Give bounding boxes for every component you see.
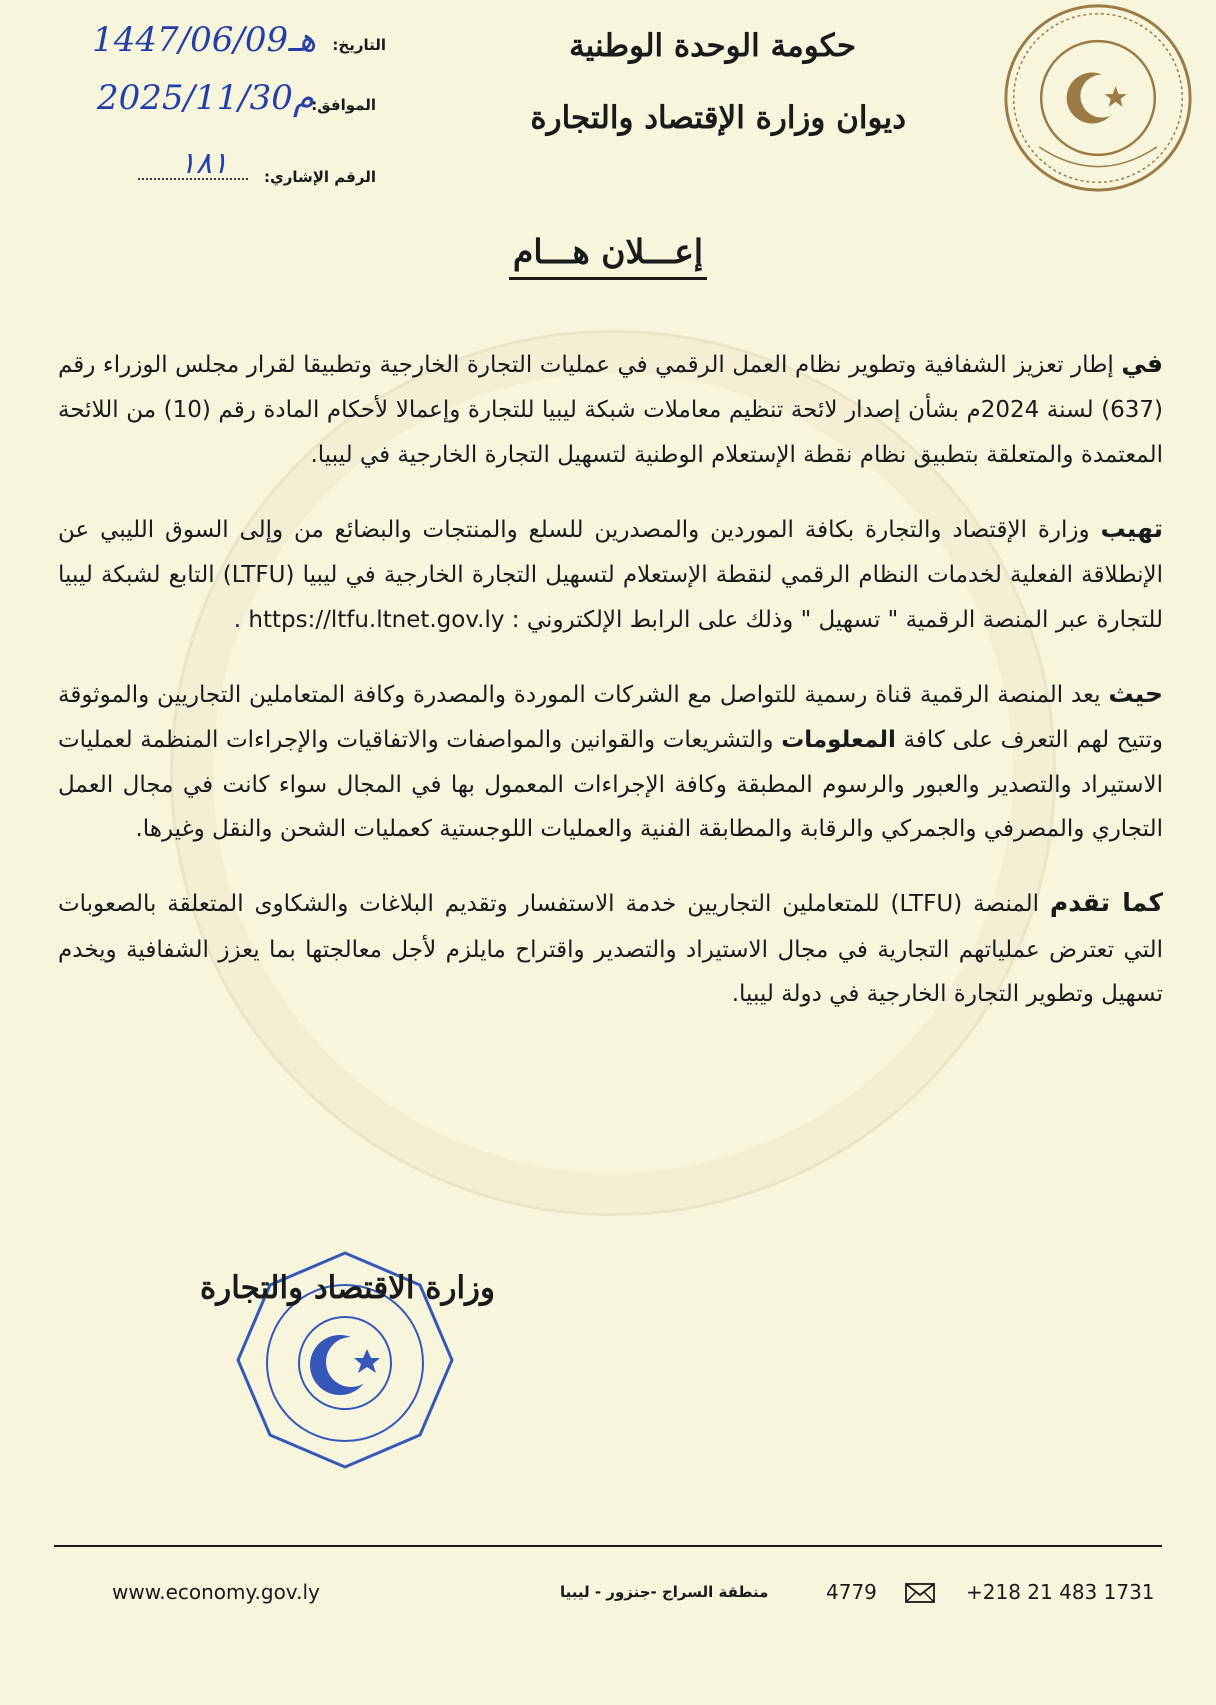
hijri-date — [36, 20, 386, 76]
paragraph-lead: كما تقدم — [1049, 888, 1163, 918]
paragraph-text: والتشريعات والقوانين والمواصفات والاتفاقيات والإجراءات المنظمة لعمليات الاستيراد والتصدير والعبور والرسوم المطبقة وكافة الإجراءات المعمول بها في المجال سواء كانت في مجال العمل التجاري والمصرفي والجمركي والرقابة والمطابقة الفنية والعمليات اللوجستية كعمليات الشحن والنقل وغيرها. — [58, 727, 1163, 842]
paragraph-4 — [58, 879, 1163, 1016]
ministry-signature: وزارة الاقتصاد والتجارة — [200, 1270, 495, 1306]
paragraph-lead: تهيب — [1100, 514, 1163, 543]
reference-number — [36, 146, 376, 208]
paragraph-1 — [58, 340, 1163, 477]
announcement-title: إعـــلان هـــام — [509, 232, 707, 280]
footer-address: منطقة السراج -جنزور - ليبيا — [560, 1583, 769, 1601]
paragraph-text: المنصة (LTFU) للمتعاملين التجاريين خدمة الاستفسار وتقديم البلاغات والشكاوى المتعلقة بالصعوبات التي تعترض عملياتهم التجارية في مجال الاستيراد والتصدير واقتراح مايلزم لأجل معالجتها بما يعزز الشفافية ويخدم تسهيل وتطوير التجارة الخارجية في دولة ليبيا. — [58, 891, 1163, 1007]
date-label: التاريخ: — [332, 36, 386, 54]
paragraph-text: يعد المنصة الرقمية قناة رسمية للتواصل مع الشركات الموردة والمصدرة وكافة المتعاملين التجاريين والموثوقة وتتيح لهم التعرف على كافة — [58, 682, 1164, 754]
paragraph-emphasis: المعلومات — [781, 727, 896, 754]
mail-icon — [905, 1583, 935, 1603]
paragraph-lead: حيث — [1108, 679, 1163, 708]
paragraph-2 — [58, 505, 1163, 642]
footer-divider — [54, 1545, 1162, 1547]
announcement-heading — [0, 232, 1216, 271]
ref-label: الرقم الإشاري: — [264, 168, 376, 186]
government-seal — [1000, 0, 1196, 196]
crescent-star-icon — [310, 1335, 380, 1395]
paragraph-3 — [58, 670, 1163, 851]
footer-phone: +218 21 483 1731 — [966, 1580, 1155, 1604]
date-value: 1447/06/09هـ — [92, 20, 316, 60]
greg-label: الموافق: — [311, 96, 376, 114]
paragraph-lead: في — [1121, 349, 1163, 378]
announcement-body — [58, 340, 1163, 1044]
department-title: ديوان وزارة الإقتصاد والتجارة — [530, 100, 906, 136]
government-title: حكومة الوحدة الوطنية — [569, 28, 856, 64]
greg-value: 2025/11/30م — [96, 78, 314, 118]
footer-website[interactable]: www.economy.gov.ly — [112, 1580, 320, 1604]
crescent-star-icon — [1067, 73, 1127, 124]
ref-value: ١٨١ — [179, 146, 228, 181]
footer-po-box: 4779 — [826, 1580, 877, 1604]
paragraph-text: وزارة الإقتصاد والتجارة بكافة الموردين والمصدرين للسلع والمنتجات والبضائع من وإلى السوق الليبي عن الإنطلاقة الفعلية لخدمات النظام الرقمي لنقطة الإستعلام لتسهيل التجارة الخارجية في ليبيا (LTFU) التابع لشبكة ليبيا للتجارة عبر المنصة الرقمية " تسهيل " وذلك على الرابط الإلكتروني : https://ltfu.ltnet.gov.ly . — [58, 517, 1163, 633]
paragraph-text: إطار تعزيز الشفافية وتطوير نظام العمل الرقمي في عمليات التجارة الخارجية وتطبيقا لقرار مجلس الوزراء رقم (637) لسنة 2024م بشأن إصدار لائحة تنظيم معاملات شبكة ليبيا للتجارة وإعمالا لأحكام المادة رقم (10) من اللائحة المعتمدة والمتعلقة بتطبيق نظام نقطة الإستعلام الوطنية لتسهيل التجارة الخارجية في ليبيا. — [58, 352, 1163, 468]
gregorian-date — [36, 78, 376, 136]
